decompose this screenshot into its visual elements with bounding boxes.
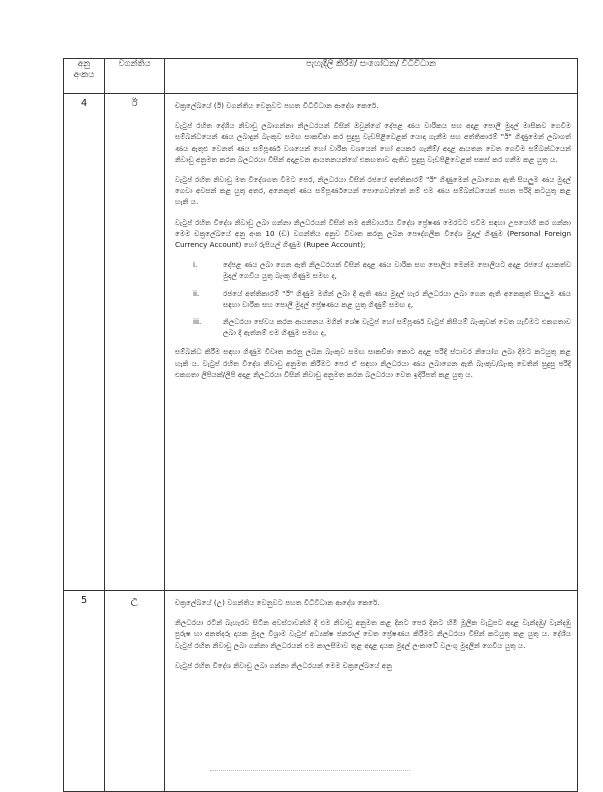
list-item: [175, 288, 571, 310]
amendment-closing: සම්බන්ධ කිරීම සඳහා ගිණුම විවෘත කරනු ලබන බැංකුව සමඟ සාකච්ඡා කොට අදාළ පරිදි ස්ථාවර නියෝග ලබා දීමට කටයුතු කළ හැකි ය. වැටුප් රහිත විදේශ නිවාඩු අනුමත කිරීමට පෙර ඒ සඳහා නිලධරයා ණය ලබාගෙන ඇති බැංකුව/බැංකු වෙතින් සුදුසු පරිදි එකගතා ලිපියක්/ලිපි අදාළ නිලධරයා විසින් නිවාඩු අනුමත කරන බලධරයා වෙත ඉදිරිපත් කළ යුතු ය.: [175, 347, 571, 379]
list-item-text: නිලධරයා සේවය කරන ආයතනය මගින් ශේෂ වැටුප් හෝ සම්පූර්ණ වැටුප් කිසියම් බැංකුවක් වෙත යැවීමට එකගතාව ලබා දී ඇත්නම් එම ගිණුම සමඟ ද,: [223, 317, 571, 338]
list-item-numeral: i.: [193, 260, 198, 270]
header-amendment: පැහැදිලි කිරීම/ සංශෝධන/ විධිවිධාන: [165, 59, 578, 94]
row-amendment-text: [165, 591, 578, 792]
list-item-numeral: ii.: [193, 288, 200, 298]
amendment-intro: චක්‍රලේඛයේ (උ) වගන්තිය වෙනුවට පහත විධිවිධාන ආදේශ කෙරේ.: [175, 598, 380, 607]
list-item-text: රජයේ අත්තිකාරම් "ඊ" ගිණුම මගින් ලබා දී ඇති ණය මුදල් හැර නිලධරයා ලබා ගෙන ඇති අනෙකුත් සියලුම ණය සඳහා වාරික සහ පොලී මුදල් ප්‍රේෂණය කළ යුතු ගිණුම් සමඟ ද,: [223, 288, 571, 309]
scan-artifact-divider: [210, 770, 410, 774]
table-row: [64, 94, 578, 591]
amendment-paragraph: වැටුප් රහිත විදේශ නිවාඩු ලබා ගන්නා නිලධරයන් මෙම චක්‍රලේඛයේ අනු: [175, 660, 392, 670]
list-item: [175, 259, 571, 281]
amendment-paragraph: නිලධරයා රටින් බැහැරව සිටින අවස්ථාවන්හි දී එම නිවාඩු අනුමත කළ දිනට පෙර දිනට හිමි මූලික වැටුපට අදාළ වැන්දඹු/ වැන්දඹු පුරුෂ හා අනත්දරු දායක මුදල විශ්‍රාම වැටුප් අධ්‍යක්ෂ ජනරාල් වෙත ප්‍රේෂණය කිරීමට නිලධරයා විසින් කටයුතු කළ යුතු ය. දේශීය වැටුප් රහිත නිවාඩු ලබා ගන්නා නිලධරයන් එම කාලසීමාව තුළ අදාළ දායක මුදල් ලංකාවේ වලංගු මුදලින් ගෙවිය යුතු ය.: [175, 618, 571, 650]
list-item-text: දේපළ ණය ලබා ගෙන ඇති නිලධරයන් විසින් අදාළ ණය වාරික සහ පොලිය මෙන්ම පොලියට අදාළ රජයේ දායකත්ව මුදල් ගෙවීය යුතු බැංකු ගිණුම සමඟ ද,: [223, 260, 571, 281]
row-serial-no: 5: [64, 591, 105, 792]
row-clause: ඊ: [105, 94, 165, 591]
table-row: [64, 591, 578, 792]
amendment-table: [63, 58, 578, 792]
list-item-numeral: iii.: [193, 317, 202, 327]
row-clause: උ: [105, 591, 165, 792]
list-item: [175, 316, 571, 338]
amendment-paragraph: වැටුප් රහිත දේශීය නිවාඩු ලබාගන්නා නිලධරයන් විසින් ඔවුන්ගේ දේපළ ණය වාරිකය සහ අදාළ පොලී මුදල් මාසිකව ගෙවීම සම්බන්ධයෙන් ණය ලබාදුන් බැංකුව සමඟ සාකච්ඡා කර සුදුසු වැඩපිළිවෙළක් යොදා ගැනීම සහ අත්තිකාරම් "ඊ" ගිණුමෙන් ලබාගත් ණය ඇතුළු වෙනත් ණය සම්පූර්ණ වශයෙන් හෝ වාරික වශයෙන් හෝ අයකර ගැනීම්/ අදාළ ආයතන වෙත ගෙවීම සම්බන්ධයෙන් නිවාඩු අනුමත කරන බලධරයා විසින් අදාළවන ආයතනයන්ගේ එකඟතාව ඇතිව සුදුසු වැඩපිළිවෙළක් සකස් කර ගනීම කළ යුතු ය.: [175, 121, 571, 164]
sub-item-list: [175, 259, 571, 338]
amendment-paragraph: වැටුප් රහිත නිවාඩු මත විදේශගත වීමට පෙර, නිලධරයා විසින් රජයේ අත්තිකාරම් "ඊ" ගිණුමෙන් ලබාගෙන ඇති සියලුම ණය මුදල් ගෙවා අවසන් කළ යුතු අතර, අනෙකුත් ණය සම්පූර්ණයෙන් පොගෙවන්නේ නම් එම ණය සම්බන්ධයෙන් පහත පරිදි කටයුතු කළ හැකි ය.: [175, 175, 571, 207]
amendment-paragraph: වැටුප් රහිත විදේශ නිවාඩු ලබා ගන්නා නිලධරයන් විසින් තම අනිවාර්යය විදේශ ප්‍රේෂණ මෙරටට එවීම සඳහා උපයෝගී කර ගන්නා මෙම චක්‍රලේඛයේ අනු අංක 10 (ඩ) වගන්තිය අනුව විවෘත කරනු ලබන පෞද්ගලික විදේශ මුදල් ගිණුම (Personal Foreign Currency Account) හෝ රුපියල් ගිණුම (Rupee Account);: [175, 217, 571, 250]
row-serial-no: 4: [64, 94, 105, 591]
amendment-intro: චක්‍රලේඛයේ (ඊ) වගන්තිය වෙනුවට පහත විධිවිධාන ආදේශ කෙරේ.: [175, 101, 379, 110]
header-serial-no: අනු අංකය: [64, 59, 105, 94]
table-header-row: [64, 59, 578, 94]
header-clause: වගන්තිය: [105, 59, 165, 94]
row-amendment-text: [165, 94, 578, 591]
